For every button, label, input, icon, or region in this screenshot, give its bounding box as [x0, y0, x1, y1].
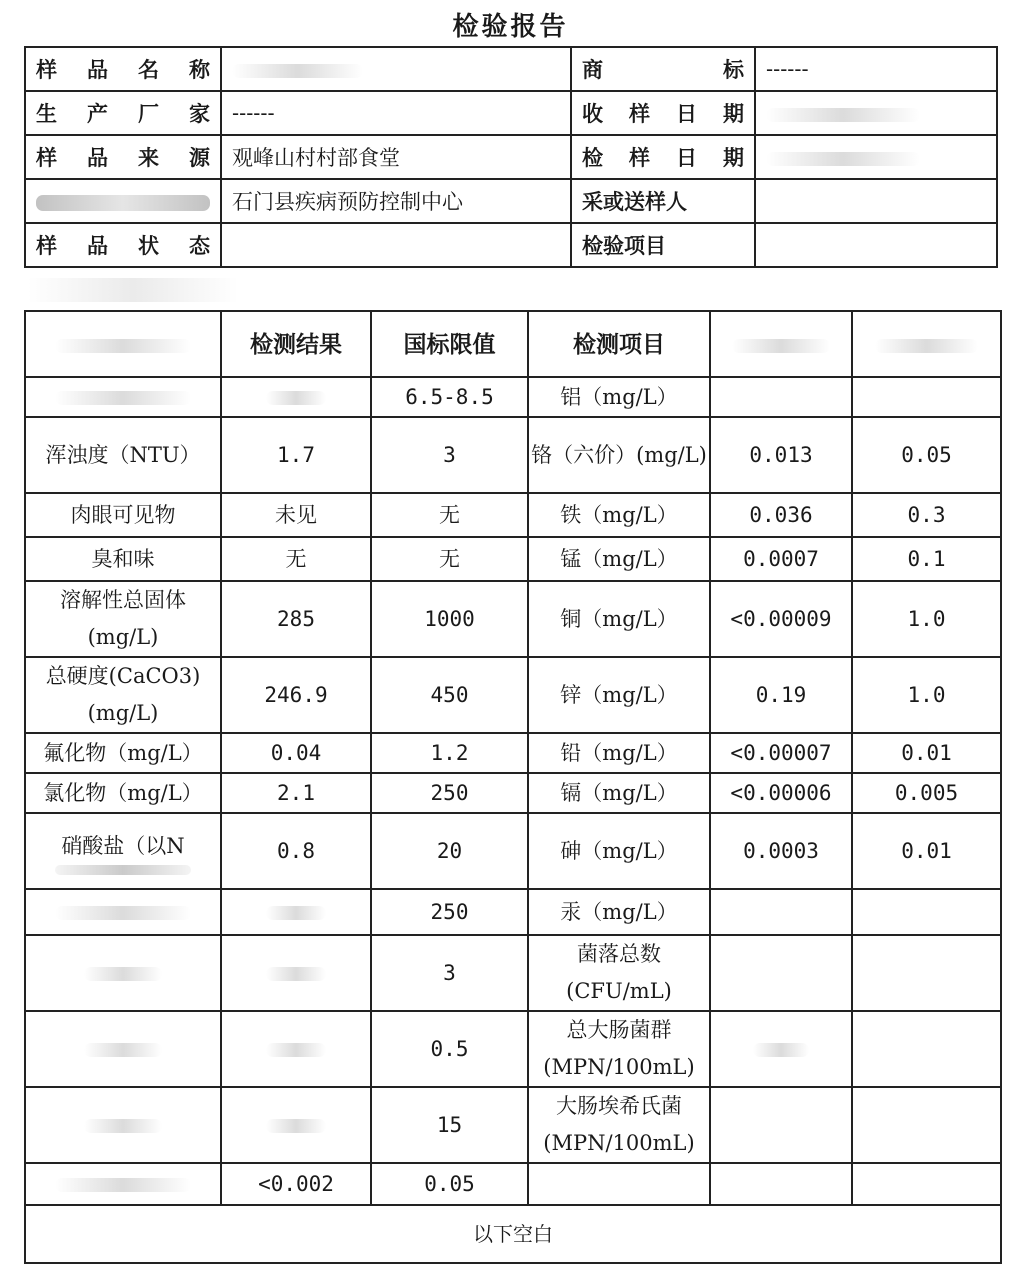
table-row [25, 493, 1001, 537]
cell-limit-2: 0.1 [852, 537, 1001, 581]
redacted-mark [84, 1119, 162, 1133]
cell-limit: 无 [371, 493, 528, 537]
table-row [25, 537, 1001, 581]
cell-limit: 3 [371, 935, 528, 1011]
cell-item: 溶解性总固体(mg/L) [25, 581, 221, 657]
cell-result: 未见 [221, 493, 371, 537]
sample-source-value: 观峰山村村部食堂 [221, 135, 571, 179]
cell-item-2 [528, 1163, 710, 1205]
redacted-mark [875, 339, 978, 353]
cell-limit-2 [852, 1011, 1001, 1087]
cell-item-2: 锰（mg/L） [528, 537, 710, 581]
testing-unit-label [25, 179, 221, 223]
cell-result-2 [710, 1011, 852, 1087]
redacted-mark [753, 1043, 809, 1057]
cell-result [221, 935, 371, 1011]
cell-limit-2: 1.0 [852, 657, 1001, 733]
cell-result-2: 0.0007 [710, 537, 852, 581]
manufacturer-value: ------ [221, 91, 571, 135]
cell-limit-2 [852, 889, 1001, 935]
results-header-row [25, 311, 1001, 377]
table-row [25, 889, 1001, 935]
cell-item-2: 锌（mg/L） [528, 657, 710, 733]
cell-limit: 20 [371, 813, 528, 889]
cell-limit-2: 0.05 [852, 417, 1001, 493]
col-header-limit: 国标限值 [371, 311, 528, 377]
sample-info-table [24, 46, 998, 268]
sample-name-value [221, 47, 571, 91]
cell-result-2: <0.00009 [710, 581, 852, 657]
cell-item: 总硬度(CaCO3)(mg/L) [25, 657, 221, 733]
redacted-mark [55, 1178, 191, 1192]
receive-date-value [755, 91, 997, 135]
cell-limit: 1000 [371, 581, 528, 657]
cell-result-2 [710, 1163, 852, 1205]
cell-result-2: 0.0003 [710, 813, 852, 889]
cell-limit-2 [852, 1163, 1001, 1205]
cell-item-2: 总大肠菌群(MPN/100mL) [528, 1011, 710, 1087]
cell-item [25, 1087, 221, 1163]
cell-result [221, 377, 371, 417]
cell-item [25, 377, 221, 417]
sample-info-row [25, 179, 997, 223]
test-date-label: 检样日期 [571, 135, 755, 179]
sample-state-label: 样品状态 [25, 223, 221, 267]
cell-item [25, 889, 221, 935]
testing-unit-value: 石门县疾病预防控制中心 [221, 179, 571, 223]
redacted-mark [55, 906, 191, 920]
cell-item: 臭和味 [25, 537, 221, 581]
cell-item-2: 铁（mg/L） [528, 493, 710, 537]
test-items-label: 检验项目 [571, 223, 755, 267]
cell-result-2 [710, 889, 852, 935]
report-title: 检验报告 [452, 12, 569, 42]
trademark-value: ------ [755, 47, 997, 91]
table-row [25, 417, 1001, 493]
table-row [25, 813, 1001, 889]
cell-limit: 250 [371, 773, 528, 813]
manufacturer-label: 生产厂家 [25, 91, 221, 135]
cell-limit-2: 1.0 [852, 581, 1001, 657]
cell-limit: 0.5 [371, 1011, 528, 1087]
cell-item-2: 汞（mg/L） [528, 889, 710, 935]
redacted-mark [55, 391, 191, 405]
cell-limit: 6.5-8.5 [371, 377, 528, 417]
redacted-mark [55, 339, 191, 353]
cell-item-2: 大肠埃希氏菌(MPN/100mL) [528, 1087, 710, 1163]
cell-result [221, 1087, 371, 1163]
redacted-mark [732, 339, 830, 353]
redacted-mark [55, 865, 191, 875]
table-footer-row [25, 1205, 1001, 1263]
cell-item-2: 铅（mg/L） [528, 733, 710, 773]
cell-result: 0.04 [221, 733, 371, 773]
cell-result [221, 889, 371, 935]
cell-item: 氯化物（mg/L） [25, 773, 221, 813]
table-row [25, 581, 1001, 657]
cell-item [25, 1163, 221, 1205]
test-items-value [755, 223, 997, 267]
cell-result-2 [710, 377, 852, 417]
cell-limit: 15 [371, 1087, 528, 1163]
cell-item: 硝酸盐（以N [25, 813, 221, 889]
cell-limit-2: 0.005 [852, 773, 1001, 813]
cell-limit: 无 [371, 537, 528, 581]
cell-item [25, 935, 221, 1011]
cell-item: 肉眼可见物 [25, 493, 221, 537]
sample-info-row [25, 47, 997, 91]
cell-result: <0.002 [221, 1163, 371, 1205]
redacted-mark [266, 391, 325, 405]
redacted-mark [266, 967, 325, 981]
cell-result-2: 0.013 [710, 417, 852, 493]
table-row [25, 1163, 1001, 1205]
sample-info-row [25, 135, 997, 179]
results-table [24, 310, 1002, 1264]
cell-item: 氟化物（mg/L） [25, 733, 221, 773]
redacted-mark [266, 1043, 325, 1057]
redacted-mark [28, 278, 238, 302]
redacted-mark [766, 152, 920, 166]
table-row [25, 935, 1001, 1011]
cell-item-2: 铜（mg/L） [528, 581, 710, 657]
cell-result [221, 1011, 371, 1087]
col-header-item-2: 检测项目 [528, 311, 710, 377]
col-header-limit-2 [852, 311, 1001, 377]
redacted-mark [266, 1119, 325, 1133]
cell-item-2: 镉（mg/L） [528, 773, 710, 813]
table-row [25, 377, 1001, 417]
redacted-mark [266, 906, 325, 920]
cell-limit: 1.2 [371, 733, 528, 773]
cell-result-2: 0.036 [710, 493, 852, 537]
table-row [25, 773, 1001, 813]
cell-limit: 0.05 [371, 1163, 528, 1205]
cell-limit-2: 0.01 [852, 813, 1001, 889]
cell-limit: 250 [371, 889, 528, 935]
sample-info-row [25, 223, 997, 267]
cell-result: 246.9 [221, 657, 371, 733]
table-row [25, 1087, 1001, 1163]
cell-result: 0.8 [221, 813, 371, 889]
trademark-label: 商标 [571, 47, 755, 91]
redacted-mark [84, 967, 162, 981]
table-row [25, 1011, 1001, 1087]
sample-info-row [25, 91, 997, 135]
cell-limit-2 [852, 935, 1001, 1011]
redacted-mark [766, 108, 920, 122]
cell-item-2: 铬（六价）(mg/L) [528, 417, 710, 493]
redacted-mark [232, 64, 363, 78]
cell-item-2: 铝（mg/L） [528, 377, 710, 417]
cell-item-2: 砷（mg/L） [528, 813, 710, 889]
cell-result: 285 [221, 581, 371, 657]
cell-limit-2 [852, 377, 1001, 417]
cell-item: 浑浊度（NTU） [25, 417, 221, 493]
cell-result-2 [710, 935, 852, 1011]
cell-result: 无 [221, 537, 371, 581]
sample-name-label: 样品名称 [25, 47, 221, 91]
sample-state-value [221, 223, 571, 267]
col-header-item [25, 311, 221, 377]
redacted-mark [36, 195, 210, 211]
test-date-value [755, 135, 997, 179]
cell-limit-2 [852, 1087, 1001, 1163]
sampler-value [755, 179, 997, 223]
cell-item [25, 1011, 221, 1087]
cell-result: 2.1 [221, 773, 371, 813]
cell-limit-2: 0.3 [852, 493, 1001, 537]
cell-result-2: <0.00007 [710, 733, 852, 773]
cell-result-2: <0.00006 [710, 773, 852, 813]
col-header-result-2 [710, 311, 852, 377]
sample-source-label: 样品来源 [25, 135, 221, 179]
receive-date-label: 收样日期 [571, 91, 755, 135]
table-row [25, 657, 1001, 733]
cell-result-2: 0.19 [710, 657, 852, 733]
col-header-result: 检测结果 [221, 311, 371, 377]
cell-result-2 [710, 1087, 852, 1163]
redacted-mark [84, 1043, 162, 1057]
table-row [25, 733, 1001, 773]
cell-limit: 450 [371, 657, 528, 733]
cell-result: 1.7 [221, 417, 371, 493]
cell-limit: 3 [371, 417, 528, 493]
cell-item-2: 菌落总数(CFU/mL) [528, 935, 710, 1011]
blank-below-note: 以下空白 [25, 1205, 1001, 1263]
cell-limit-2: 0.01 [852, 733, 1001, 773]
sampler-label: 采或送样人 [571, 179, 755, 223]
